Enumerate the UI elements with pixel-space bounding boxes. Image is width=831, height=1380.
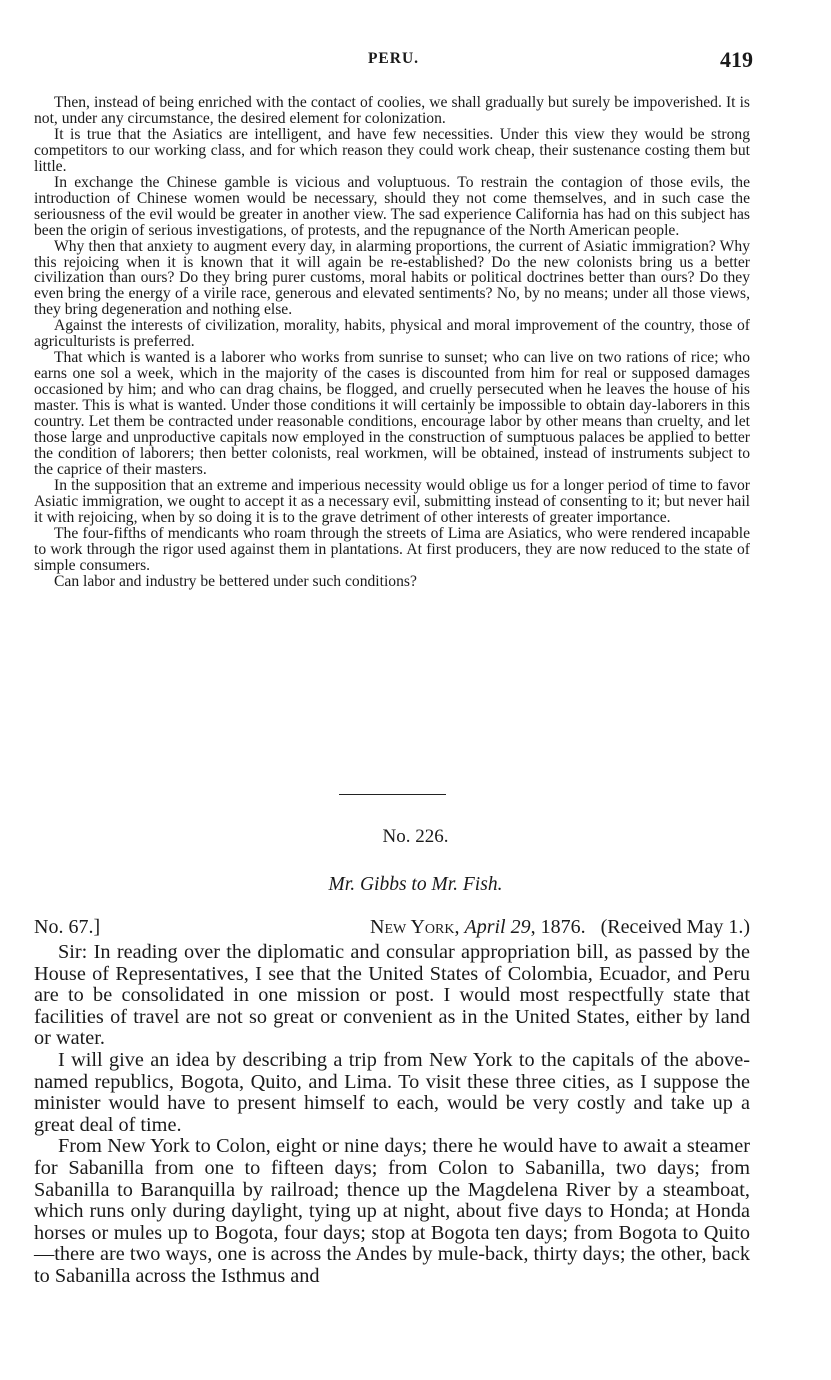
dispatch-place: New York, <box>370 916 460 938</box>
paragraph: Then, instead of being enriched with the contact of coolies, we shall gradually but surely be impoverished. It is not, under any circumstance, the desired element for colonization. <box>34 94 750 127</box>
letter-body <box>34 942 750 1288</box>
paragraph: Why then that anxiety to augment every day, in alarming proportions, the current of Asiatic immigration? Why this rejoicing when it is known that it will again be re-established? Do the new colonists bring us a better civilization than ours? Do they bring purer customs, moral habits or political doctrines better than ours? Do they even bring the energy of a virile race, generous and elevated sentiments? No, by no means; under all those views, they bring degeneration and nothing else. <box>34 237 750 319</box>
paragraph: Against the interests of civilization, morality, habits, physical and moral improvement of the country, those of agriculturists is preferred. <box>34 317 750 351</box>
paragraph: Sir: In reading over the diplomatic and consular appropriation bill, as passed by the House of Representatives, I see that the United States of Colombia, Ecuador, and Peru are to be consolidated in one mission or post. I would most respectfully state that facilities of travel are not so great or convenient as in the United States, either by land or water. <box>34 941 750 1050</box>
paragraph: From New York to Colon, eight or nine days; there he would have to await a steamer for Sabanilla from one to fifteen days; from Colon to Sabanilla, two days; from Sabanilla to Baranquilla by railroad; thence up the Magdelena River by a steamboat, which runs only during daylight, tying up at night, about five days to Honda; at Honda horses or mules up to Bogota, four days; stop at Bogota ten days; from Bogota to Quito—there are two ways, one is across the Andes by mule-back, thirty days; the other, back to Sabanilla across the Isthmus and <box>34 1135 750 1287</box>
page-number: 419 <box>720 47 753 72</box>
dispatch-year: , 1876. <box>530 916 586 938</box>
paragraph: Can labor and industry be bettered under such conditions? <box>54 572 417 590</box>
dateline <box>34 916 750 944</box>
paragraph: It is true that the Asiatics are intelligent, and have few necessities. Under this view they would be strong competitors to our working class, and for which reason they could work cheap, their sustenance costing them but little. <box>34 125 750 175</box>
document-number: No. 226. <box>382 826 449 847</box>
paragraph: That which is wanted is a laborer who works from sunrise to sunset; who can live on two rations of rice; who earns one sol a week, which in the majority of the cases is discounted from him for real or supposed damages occasioned by him; and who can drag chains, be flogged, and cruelly persecuted when he leaves the house of his master. This is what is wanted. Under those conditions it will certainly be impossible to obtain day-laborers in this country. Let them be contracted under reasonable conditions, encourage labor by other means than cruelty, and let those large and unproductive capitals now employed in the construction of sumptuous palaces be applied to better the condition of laborers; then better colonists, real workmen, will be obtained, instead of instruments subject to the caprice of their masters. <box>34 349 750 478</box>
continued-text-block <box>34 95 750 590</box>
received-note: (Received May 1.) <box>600 916 750 938</box>
section-divider <box>339 794 446 795</box>
paragraph: In the supposition that an extreme and imperious necessity would oblige us for a longer period of time to favor Asiatic immigration, we ought to accept it as a necessary evil, submitting instead of consenting to it; but never hail it with rejoicing, when by so doing it is to the grave detriment of other interests of greater importance. <box>34 476 750 526</box>
dispatch-date <box>370 916 750 939</box>
dispatch-reference: No. 67.] <box>34 916 101 938</box>
document-heading: Mr. Gibbs to Mr. Fish. <box>328 874 503 895</box>
paragraph: In exchange the Chinese gamble is vicious and voluptuous. To restrain the contagion of those evils, the introduction of Chinese women would be necessary, should they not come themselves, and in such case the seriousness of the evil would be greater in another view. The sad experience California has had on this subject has been the origin of serious investigations, of protests, and the repugnance of the North American people. <box>34 173 750 239</box>
running-title: PERU. <box>367 50 420 67</box>
paragraph: The four-fifths of mendicants who roam through the streets of Lima are Asiatics, who were rendered incapable to work through the rigor used against them in plantations. At first producers, they are now reduced to the state of simple consumers. <box>34 524 750 574</box>
dispatch-day: April 29 <box>464 916 531 938</box>
running-head <box>34 47 753 74</box>
paragraph: I will give an idea by describing a trip from New York to the capitals of the above-named republics, Bogota, Quito, and Lima. To visit these three cities, as I suppose the minister would have to present himself to each, would be very costly and take up a great deal of time. <box>34 1048 750 1136</box>
